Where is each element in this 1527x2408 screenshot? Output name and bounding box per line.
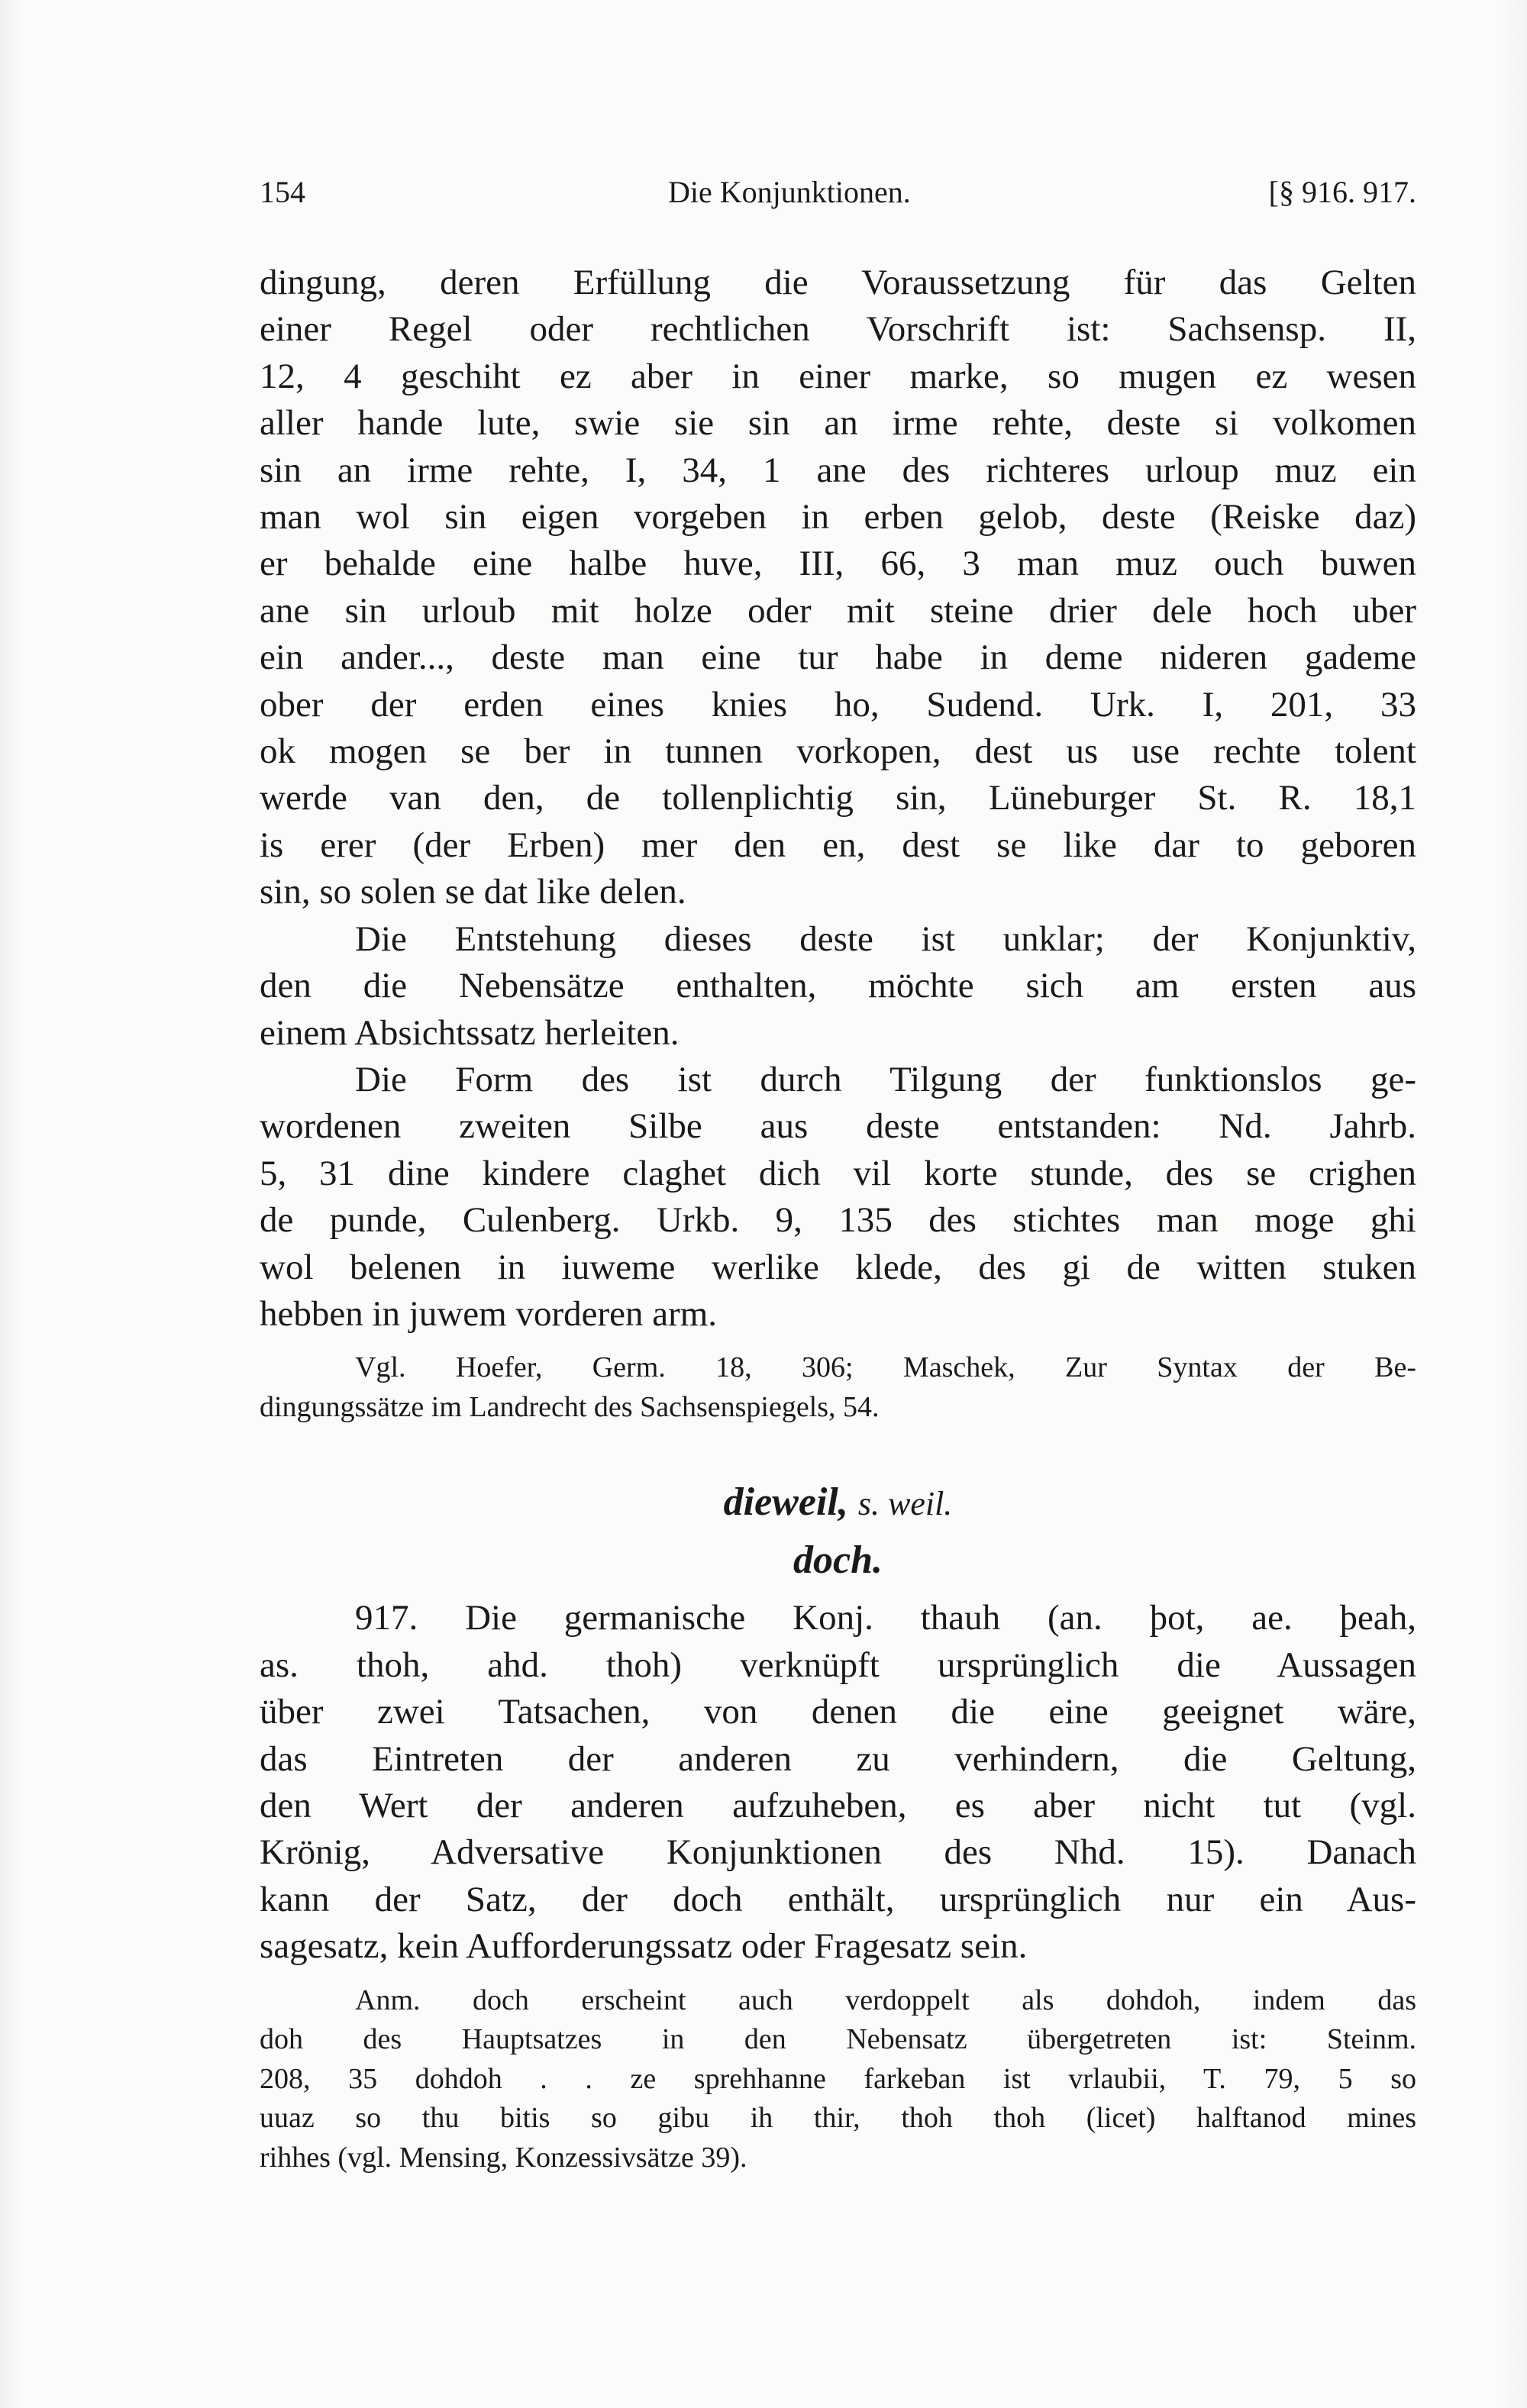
text-line: über zwei Tatsachen, von denen die eine geeignet wäre, [260, 1692, 1416, 1732]
text-line: den die Nebensätze enthalten, möchte sich am ersten aus [260, 966, 1416, 1006]
text-line: ok mogen se ber in tunnen vorkopen, dest us use rechte tolent [260, 731, 1416, 772]
text-line: das Eintreten der anderen zu verhindern, die Geltung, [260, 1738, 1416, 1779]
text-line: doh des Hauptsatzes in den Nebensatz übergetreten ist: Steinm. [260, 2023, 1416, 2056]
text-line: ane sin urloub mit holze oder mit steine drier dele hoch uber [260, 590, 1416, 631]
text-line: rihhes (vgl. Mensing, Konzessivsätze 39). [260, 2141, 747, 2174]
text-line: wordenen zweiten Silbe aus deste entstanden: Nd. Jahrb. [260, 1106, 1416, 1147]
text-line: den Wert der anderen aufzuheben, es aber nicht tut (vgl. [260, 1785, 1416, 1825]
text-line: uuaz so thu bitis so gibu ih thir, thoh thoh (licet) halftanod mines [260, 2102, 1416, 2135]
section-reference: [§ 916. 917. [1268, 175, 1416, 209]
heading-crossref: s. weil. [857, 1485, 953, 1523]
text-line: sin, so solen se dat like delen. [260, 872, 686, 912]
text-line: sagesatz, kein Aufforderungssatz oder Fragesatz sein. [260, 1926, 1028, 1967]
text-line: 5, 31 dine kindere claghet dich vil korte stunde, des se crighen [260, 1153, 1416, 1193]
paragraph-deste-origin [260, 916, 1416, 1057]
text-line: ober der erden eines knies ho, Sudend. Urk. I, 201, 33 [260, 684, 1416, 725]
text-line: einem Absichtssatz herleiten. [260, 1012, 680, 1053]
text-line: hebben in juwem vorderen arm. [260, 1293, 718, 1334]
text-line: wol belenen in iuweme werlike klede, des gi de witten stuken [260, 1247, 1416, 1287]
text-line: 208, 35 dohdoh . . ze sprehhanne farkeban ist vrlaubii, T. 79, 5 so [260, 2062, 1416, 2095]
paragraph-917 [260, 1595, 1416, 1970]
text-line: man wol sin eigen vorgeben in erben gelob, deste (Reiske daz) [260, 497, 1416, 537]
text-line: er behalde eine halbe huve, III, 66, 3 man muz ouch buwen [260, 544, 1416, 584]
text-line: dingung, deren Erfüllung die Voraussetzung für das Gelten [260, 263, 1416, 302]
running-title: Die Konjunktionen. [668, 175, 911, 209]
text-line: dingungssätze im Landrecht des Sachsenspiegels, 54. [260, 1390, 880, 1423]
text-line: as. thoh, ahd. thoh) verknüpft ursprünglich die Aussagen [260, 1645, 1416, 1685]
footnote-hoefer [260, 1348, 1416, 1427]
heading-word: dieweil, [723, 1480, 848, 1525]
entry-heading-dieweil [260, 1476, 1416, 1531]
page-header [260, 174, 1416, 220]
text-line: kann der Satz, der doch enthält, ursprünglich nur ein Aus- [260, 1879, 1416, 1919]
text-line: Die Form des ist durch Tilgung der funktionslos ge- [355, 1059, 1416, 1099]
text-line: aller hande lute, swie sie sin an irme rehte, deste si volkomen [260, 403, 1416, 444]
text-line: Krönig, Adversative Konjunktionen des Nhd. 15). Danach [260, 1832, 1416, 1873]
text-line: Anm. doch erscheint auch verdoppelt als dohdoh, indem das [355, 1984, 1416, 2016]
text-line: Die Entstehung dieses deste ist unklar; der Konjunktiv, [355, 918, 1416, 959]
page-number: 154 [260, 175, 305, 209]
text-line: 917. Die germanische Konj. thauh (an. þot, ae. þeah, [355, 1598, 1416, 1638]
text-line: Vgl. Hoefer, Germ. 18, 306; Maschek, Zur Syntax der Be- [355, 1351, 1416, 1384]
text-line: 12, 4 geschiht ez aber in einer marke, so mugen ez wesen [260, 356, 1416, 396]
text-line: de punde, Culenberg. Urkb. 9, 135 des stichtes man moge ghi [260, 1200, 1416, 1241]
text-line: werde van den, de tollenplichtig sin, Lüneburger St. R. 18,1 [260, 778, 1416, 818]
text-line: ein ander..., deste man eine tur habe in deme nideren gademe [260, 638, 1416, 678]
entry-heading-doch: doch. [793, 1538, 883, 1583]
text-line: einer Regel oder rechtlichen Vorschrift ist: Sachsensp. II, [260, 309, 1416, 350]
paragraph-des-form [260, 1057, 1416, 1338]
text-line: is erer (der Erben) mer den en, dest se like dar to geboren [260, 825, 1416, 865]
page-body [260, 260, 1416, 2177]
paragraph-916-continuation [260, 260, 1416, 916]
annotation-dohdoh [260, 1981, 1416, 2178]
text-line: sin an irme rehte, I, 34, 1 ane des richteres urloup muz ein [260, 450, 1416, 490]
